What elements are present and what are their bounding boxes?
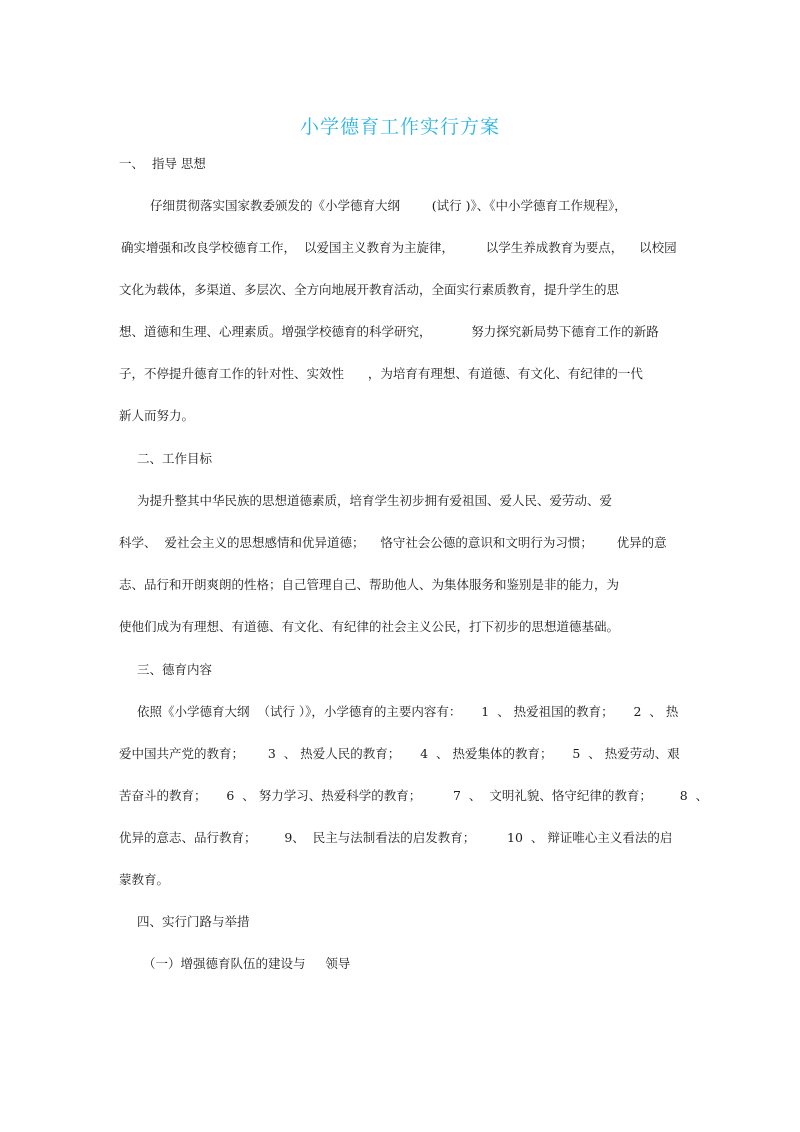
paragraph-line: 优异的意志、品行教育； 9、 民主与法制看法的启发教育； 10 、 辩证唯心主义看法的启 <box>119 830 673 845</box>
paragraph-line: 使他们成为有理想、有道德、有文化、有纪律的社会主义公民，打下初步的思想道德基础。 <box>119 619 620 634</box>
paragraph-line: 为提升整其中华民族的思想道德素质，培育学生初步拥有爱祖国、爱人民、爱劳动、爱 <box>137 493 613 508</box>
section-heading-implementation-measures: 四、实行门路与举措 <box>137 914 250 929</box>
paragraph-line: 志、品行和开朗爽朗的性格；自己管理自己、帮助他人、为集体服务和鉴别是非的能力，为 <box>119 577 620 592</box>
paragraph-line: 蒙教育。 <box>119 872 170 887</box>
paragraph-line: 苦奋斗的教育； 6 、 努力学习、热爱科学的教育； 7 、 文明礼貌、恪守纪律的教育； 8 、 <box>119 788 709 803</box>
paragraph-line: 新人而努力。 <box>119 408 195 423</box>
paragraph-line: 文化为载体，多渠道、多层次、全方向地展开教育活动，全面实行素质教育，提升学生的思 <box>119 282 620 297</box>
paragraph-line: 科学、 爱社会主义的思想感情和优异道德； 恪守社会公德的意识和文明行为习惯； 优异的意 <box>119 535 667 550</box>
paragraph-line: 子，不停提升德育工作的针对性、实效性 ，为培育有理想、有道德、有文化、有纪律的一代 <box>119 366 643 381</box>
section-heading-work-goals: 二、工作目标 <box>137 451 213 466</box>
section-heading-guiding-ideology: 一、 指导 思想 <box>119 156 206 171</box>
paragraph-line: 爱中国共产党的教育； 3 、 热爱人民的教育； 4 、 热爱集体的教育； 5 、 热爱劳动、艰 <box>119 746 680 761</box>
section-heading-moral-education-content: 三、德育内容 <box>137 662 213 677</box>
document-title: 小学德育工作实行方案 <box>299 116 500 138</box>
paragraph-line: 仔细贯彻落实国家教委颁发的《小学德育大纲 (试行 )》、《中小学德育工作规程》， <box>150 198 627 213</box>
paragraph-line: 确实增强和改良学校德育工作， 以爱国主义教育为主旋律， 以学生养成教育为要点， 以校园 <box>121 240 677 255</box>
subsection-heading-team-building: （一）增强德育队伍的建设与 领导 <box>143 956 351 971</box>
paragraph-line: 依照《小学德育大纲 （试行 ）》，小学德育的主要内容有： 1 、 热爱祖国的教育； 2 、 热 <box>137 704 679 719</box>
paragraph-line: 想、道德和生理、心理素质。增强学校德育的科学研究， 努力探究新局势下德育工作的新路 <box>119 324 659 339</box>
